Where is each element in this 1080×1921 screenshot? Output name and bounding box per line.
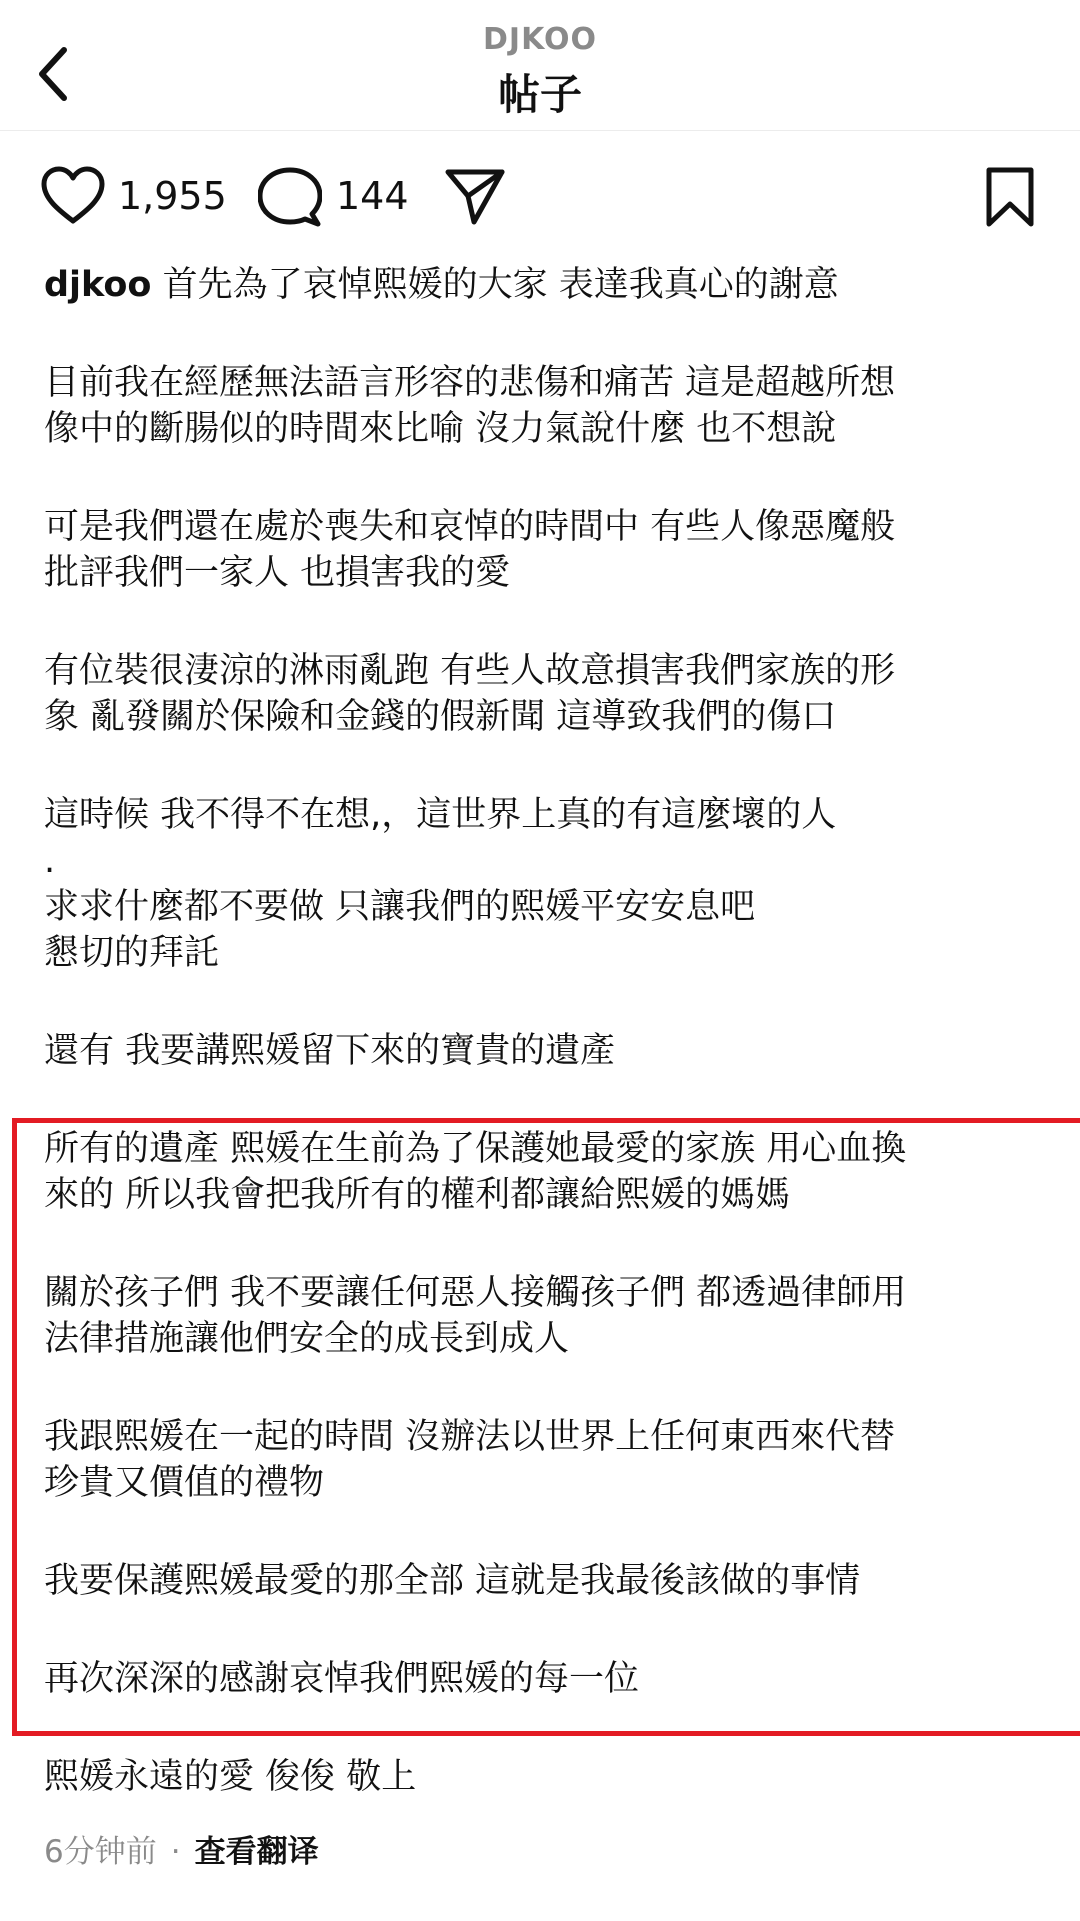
caption-line: . xyxy=(44,841,56,881)
caption-line: 有位裝很淒涼的淋雨亂跑 有些人故意損害我們家族的形 xyxy=(44,651,896,691)
account-name: DJKOO xyxy=(483,22,597,57)
caption-line: 懇切的拜託 xyxy=(44,933,220,973)
caption-line: 還有 我要講熙媛留下來的寶貴的遺產 xyxy=(44,1031,616,1071)
see-translation-link[interactable]: 查看翻译 xyxy=(194,1834,319,1870)
paper-plane-icon[interactable] xyxy=(444,166,506,226)
post-action-bar xyxy=(0,160,1080,236)
bookmark-icon[interactable] xyxy=(984,166,1036,228)
caption-first-line xyxy=(44,262,1054,308)
comment-count: 144 xyxy=(336,174,409,218)
heart-icon[interactable] xyxy=(40,166,106,226)
timestamp: 6分钟前 xyxy=(44,1834,157,1870)
post-meta xyxy=(44,1826,319,1871)
caption-line: 我跟熙媛在一起的時間 沒辦法以世界上任何東西來代替 xyxy=(44,1417,896,1457)
caption-line: 像中的斷腸似的時間來比喻 沒力氣說什麼 也不想說 xyxy=(44,409,837,449)
caption-line: 再次深深的感謝哀悼我們熙媛的每一位 xyxy=(44,1659,640,1699)
caption-line: 來的 所以我會把我所有的權利都讓給熙媛的媽媽 xyxy=(44,1175,791,1215)
caption-line: 關於孩子們 我不要讓任何惡人接觸孩子們 都透過律師用 xyxy=(44,1273,907,1313)
page-title: 帖子 xyxy=(497,70,582,119)
like-count: 1,955 xyxy=(118,174,227,218)
caption-line: 法律措施讓他們安全的成長到成人 xyxy=(44,1319,570,1359)
caption-line: 批評我們一家人 也損害我的愛 xyxy=(44,553,511,593)
caption-text: 首先為了哀悼熙媛的大家 表達我真心的謝意 xyxy=(151,265,839,305)
caption-line: 象 亂發關於保險和金錢的假新聞 這導致我們的傷口 xyxy=(44,697,837,737)
meta-separator: · xyxy=(170,1834,181,1870)
comment-bubble-icon[interactable] xyxy=(258,166,322,228)
caption-line: 可是我們還在處於喪失和哀悼的時間中 有些人像惡魔般 xyxy=(44,507,896,547)
caption-line: 我要保護熙媛最愛的那全部 這就是我最後該做的事情 xyxy=(44,1561,861,1601)
post-caption xyxy=(44,262,1054,1800)
caption-line: 目前我在經歷無法語言形容的悲傷和痛苦 這是超越所想 xyxy=(44,363,896,403)
caption-signature: 熙媛永遠的愛 俊俊 敬上 xyxy=(44,1757,417,1797)
post-header xyxy=(0,0,1080,131)
caption-line: 珍貴又價值的禮物 xyxy=(44,1463,325,1503)
caption-line: 這時候 我不得不在想,，這世界上真的有這麼壞的人 xyxy=(44,795,837,835)
caption-username[interactable]: djkoo xyxy=(44,265,152,305)
caption-line: 所有的遺產 熙媛在生前為了保護她最愛的家族 用心血換 xyxy=(44,1129,907,1169)
caption-line: 求求什麼都不要做 只讓我們的熙媛平安安息吧 xyxy=(44,887,756,927)
